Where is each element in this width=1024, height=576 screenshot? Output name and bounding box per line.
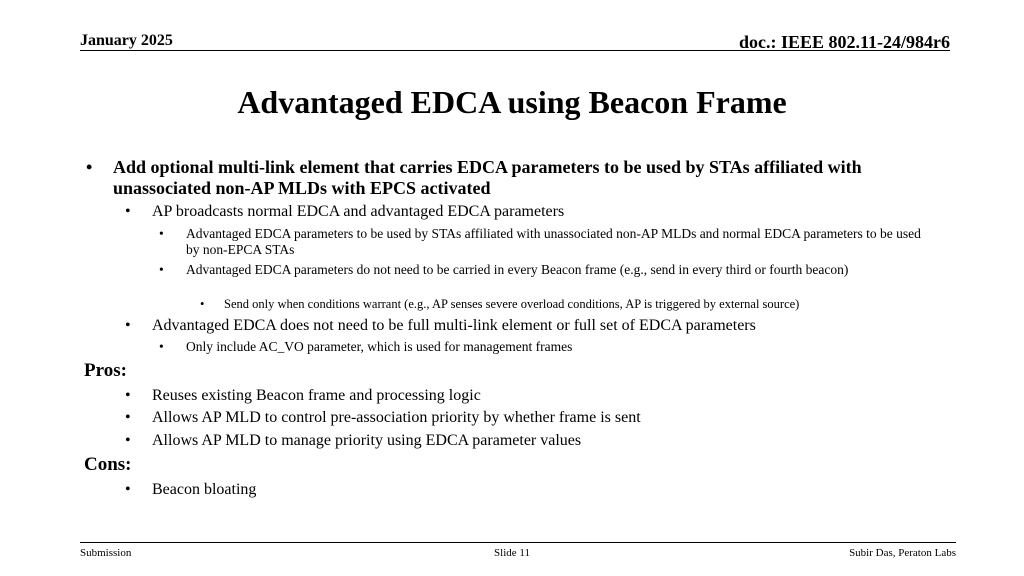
sub-sub-bullet-text: Advantaged EDCA parameters do not need to be carried in every Beacon frame (e.g., send in every third or fourth beacon): [186, 262, 849, 277]
bullet-marker: •: [125, 481, 131, 498]
pros-item: Allows AP MLD to manage priority using EDCA parameter values: [152, 432, 582, 449]
cons-heading: Cons:: [84, 454, 132, 475]
cons-item: Beacon bloating: [152, 481, 257, 498]
bullet-marker: •: [159, 339, 164, 354]
main-bullet-text: Add optional multi-link element that carries EDCA parameters to be used by STAs affiliated with unassociated non-AP MLDs with EPCS activated: [113, 157, 862, 198]
bullet-marker: •: [86, 157, 93, 177]
bullet-marker: •: [125, 387, 131, 404]
bullet-marker: •: [159, 226, 164, 241]
pros-item: Allows AP MLD to control pre-association priority by whether frame is sent: [152, 409, 641, 426]
sub-bullet-text: AP broadcasts normal EDCA and advantaged EDCA parameters: [152, 203, 565, 220]
header-date: January 2025: [80, 32, 173, 49]
footer-divider: [80, 542, 956, 543]
slide-title: Advantaged EDCA using Beacon Frame: [237, 84, 787, 120]
pros-heading: Pros:: [84, 360, 127, 381]
sub-sub-bullet-text: Advantaged EDCA parameters to be used by STAs affiliated with unassociated non-AP MLDs and normal EDCA parameters to be used by non-EPCA STAs: [186, 226, 921, 257]
footer-submission: Submission: [80, 547, 132, 559]
bullet-marker: •: [159, 262, 164, 277]
header-doc-id: doc.: IEEE 802.11-24/984r6: [738, 32, 950, 52]
pros-item: Reuses existing Beacon frame and processing logic: [152, 387, 481, 404]
header-divider: [80, 50, 950, 51]
sub-bullet-text: Advantaged EDCA does not need to be full multi-link element or full set of EDCA parameters: [152, 317, 756, 334]
level4-bullet-text: Send only when conditions warrant (e.g., AP senses severe overload conditions, AP is triggered by external source): [224, 297, 800, 311]
bullet-marker: •: [125, 203, 131, 220]
sub-sub-bullet-text: Only include AC_VO parameter, which is used for management frames: [186, 339, 573, 354]
bullet-marker: •: [125, 317, 131, 334]
bullet-marker: •: [200, 297, 205, 311]
footer-author: Subir Das, Peraton Labs: [849, 547, 956, 559]
bullet-marker: •: [125, 409, 131, 426]
bullet-marker: •: [125, 432, 131, 449]
footer-slide-number: Slide 11: [494, 547, 530, 559]
